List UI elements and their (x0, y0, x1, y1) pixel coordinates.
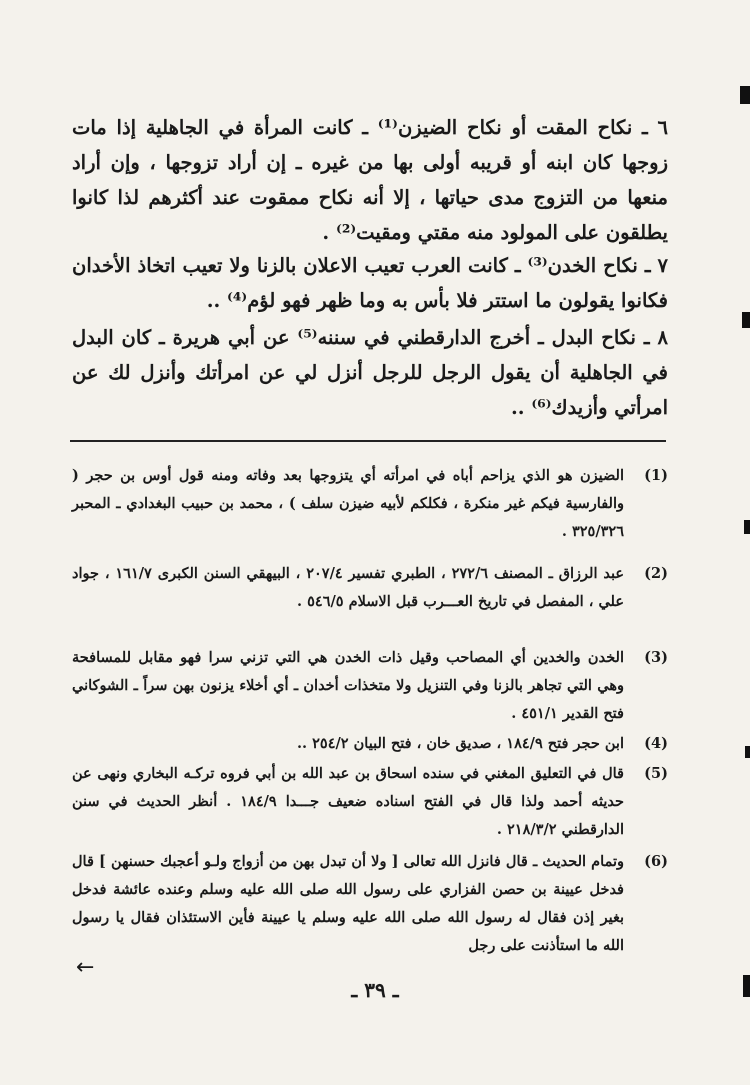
edge-mark-middle (744, 520, 750, 534)
footnote (72, 760, 668, 844)
paragraph-nikah-al-maqt: ٦ ـ نكاح المقت أو نكاح الضيزن⁽¹⁾ ـ كانت المرأة في الجاهلية إذا مات زوجها كان ابنه أو قريبه أولى بها من غيره ـ إن أراد تزوجها ، وإن أراد منعها من التزوج مدى حياتها ، إلا أنه نكاح ممقوت عند أكثرهم لذا كانوا يطلقون على المولود منه مقتي ومقيت⁽²⁾ . (72, 116, 668, 244)
footnote (72, 644, 668, 728)
footnote-number: (5) (644, 765, 668, 782)
footnote-separator (70, 440, 666, 442)
footnote (72, 848, 668, 960)
edge-mark-lower (745, 746, 750, 758)
page-number: ـ ٣٩ ـ (351, 978, 399, 1002)
footnote (72, 730, 668, 758)
footnote (72, 462, 668, 546)
footnote-number: (3) (644, 649, 668, 666)
edge-mark-upper (742, 312, 750, 328)
footnote-number: (4) (644, 735, 668, 752)
continuation-arrow-icon: ← (76, 955, 95, 980)
footnote-number: (1) (644, 467, 668, 484)
footnote-text: ابن حجر فتح ١٨٤/٩ ، صديق خان ، فتح البيان ٢٥٤/٢ .. (296, 735, 624, 752)
footnote-text: قال في التعليق المغني في سنده اسحاق بن عبد الله بن أبي فروه تركـه البخاري ونهى عن حديثه أحمد ولذا قال في الفتح اسناده ضعيف جـــدا ١٨٤/٩ . أنظر الحديث في سنن الدارقطني ٢١٨/٣/٢ . (72, 765, 624, 838)
edge-mark-top (740, 86, 750, 104)
footnote-text: عبد الرزاق ـ المصنف ٢٧٢/٦ ، الطبري تفسير ٢٠٧/٤ ، البيهقي السنن الكبرى ١٦١/٧ ، جواد علي ، المفصل في تاريخ العـــرب قبل الاسلام ٥٤٦/٥ . (72, 565, 624, 610)
footnote-text: وتمام الحديث ـ قال فانزل الله تعالى [ ولا أن تبدل بهن من أزواج ولـو أعجبك حسنهن ] قال فدخل عيينة بن حصن الفزاري على رسول الله صلى الله عليه وسلم وعنده عائشة فدخل بغير إذن فقال له رسول الله صلى الله عليه وسلم يا عيينة فأين الاستئذان فقال يا رسول الله ما استأذنت على رجل (72, 853, 624, 954)
footnote (72, 560, 668, 616)
footnote-text: الضيزن هو الذي يزاحم أباه في امرأته أي يتزوجها بعد وفاته ومنه قول أوس بن حجر ( والفارسية فيكم غير منكرة ، فكلكم لأبيه ضيزن سلف ) ، محمد بن حبيب البغدادي ـ المحبر ٣٢٥/٣٢٦ . (72, 467, 624, 540)
footnote-number: (2) (644, 565, 668, 582)
footnote-number: (6) (644, 853, 668, 870)
footnote-text: الخدن والخدين أي المصاحب وقيل ذات الخدن هي التي تزني سرا فهو مقابل للمسافحة وهي التي تجاهر بالزنا وفي التنزيل ولا متخذات أخدان ـ أي أخلاء يزنون بهن سراً ـ الشوكاني فتح القدير ٤٥١/١ . (72, 649, 624, 722)
paragraph-nikah-al-khidn: ٧ ـ نكاح الخدن⁽³⁾ ـ كانت العرب تعيب الاعلان بالزنا ولا تعيب اتخاذ الأخدان فكانوا يقولون ما استتر فلا بأس به وما ظهر فهو لؤم⁽⁴⁾ .. (72, 254, 668, 312)
paragraph-nikah-al-badal: ٨ ـ نكاح البدل ـ أخرج الدارقطني في سننه⁽⁵⁾ عن أبي هريرة ـ كان البدل في الجاهلية أن يقول الرجل للرجل أنزل لي عن امرأتك وأنزل لك عن امرأتي وأزيدك⁽⁶⁾ .. (72, 326, 668, 419)
